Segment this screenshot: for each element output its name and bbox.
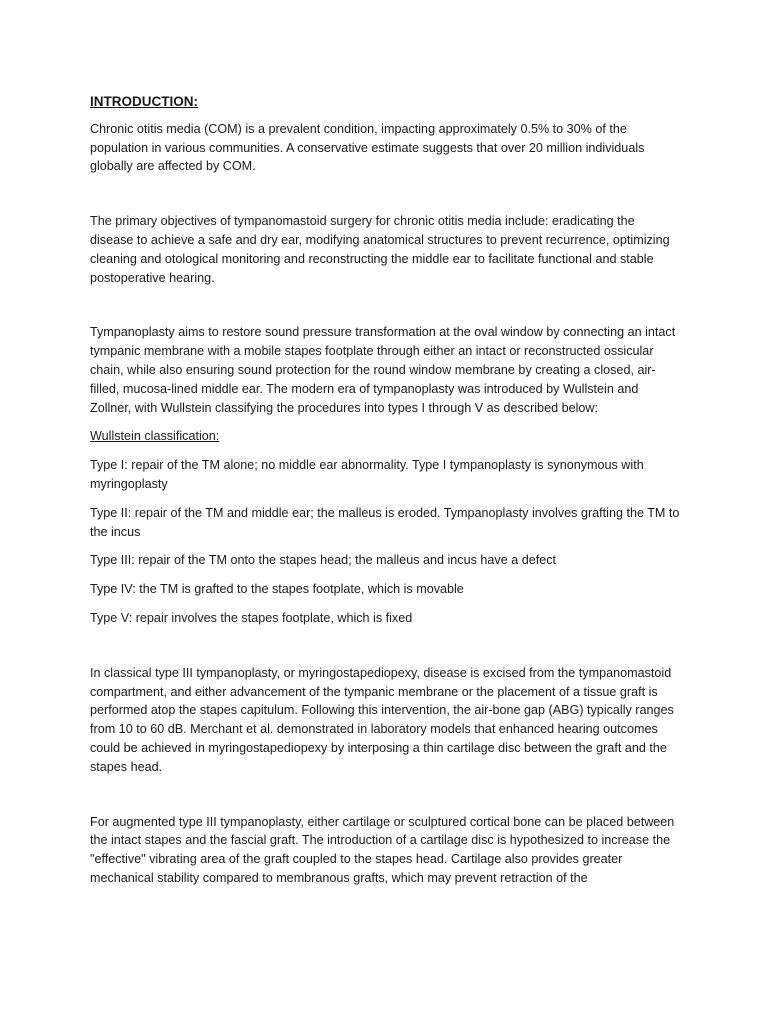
section-heading: INTRODUCTION: [90,94,198,109]
classification-heading: Wullstein classification: [90,429,220,444]
type-item-4: Type IV: the TM is grafted to the stapes footplate, which is movable [90,582,464,597]
type-item-2: Type II: repair of the TM and middle ear; the malleus is eroded. Tympanoplasty involves grafting the TM to the incus [90,505,680,539]
type-item-1: Type I: repair of the TM alone; no middle ear abnormality. Type I tympanoplasty is synonymous with myringoplasty [90,458,644,491]
paragraph-surgery-objectives: The primary objectives of tympanomastoid surgery for chronic otitis media include: eradicating the disease to achieve a safe and dry ear, modifying anatomical structures to prevent recurrence, optimizing cleaning and otological monitoring and reconstructing the middle ear to facilitate functional and stable postoperative hearing. [90,214,670,285]
paragraph-classical-type-iii: In classical type III tympanoplasty, or myringostapediopexy, disease is excised from the tympanomastoid compartment, and either advancement of the tympanic membrane or the placement of a tissue graft is performed atop the stapes capitulum. Following this intervention, the air-bone gap (ABG) typically ranges from 10 to 60 dB. Merchant et al. demonstrated in laboratory models that enhanced hearing outcomes could be achieved in myringostapediopexy by interposing a thin cartilage disc between the graft and the stapes head. [90,665,674,774]
type-item-5: Type V: repair involves the stapes footplate, which is fixed [90,610,413,625]
paragraph-augmented-type-iii: For augmented type III tympanoplasty, either cartilage or sculptured cortical bone can be placed between the intact stapes and the fascial graft. The introduction of a cartilage disc is hypothesized to increase the "effective" vibrating area of the graft coupled to the stapes head. Cartilage also provides greater mechanical stability compared to membranous grafts, which may prevent retraction of the [90,814,675,885]
paragraph-tympanoplasty-aims: Tympanoplasty aims to restore sound pressure transformation at the oval window by connecting an intact tympanic membrane with a mobile stapes footplate through either an intact or reconstructed ossicular chain, while also ensuring sound protection for the round window membrane by creating a closed, air-filled, mucosa-lined middle ear. The modern era of tympanoplasty was introduced by Wullstein and Zollner, with Wullstein classifying the procedures into types I through V as described below: [90,325,676,415]
paragraph-com-prevalence: Chronic otitis media (COM) is a prevalent condition, impacting approximately 0.5% to 30% of the population in various communities. A conservative estimate suggests that over 20 million individuals globally are affected by COM. [90,121,645,174]
type-item-3: Type III: repair of the TM onto the stapes head; the malleus and incus have a defect [90,553,557,568]
document-page [90,93,680,888]
